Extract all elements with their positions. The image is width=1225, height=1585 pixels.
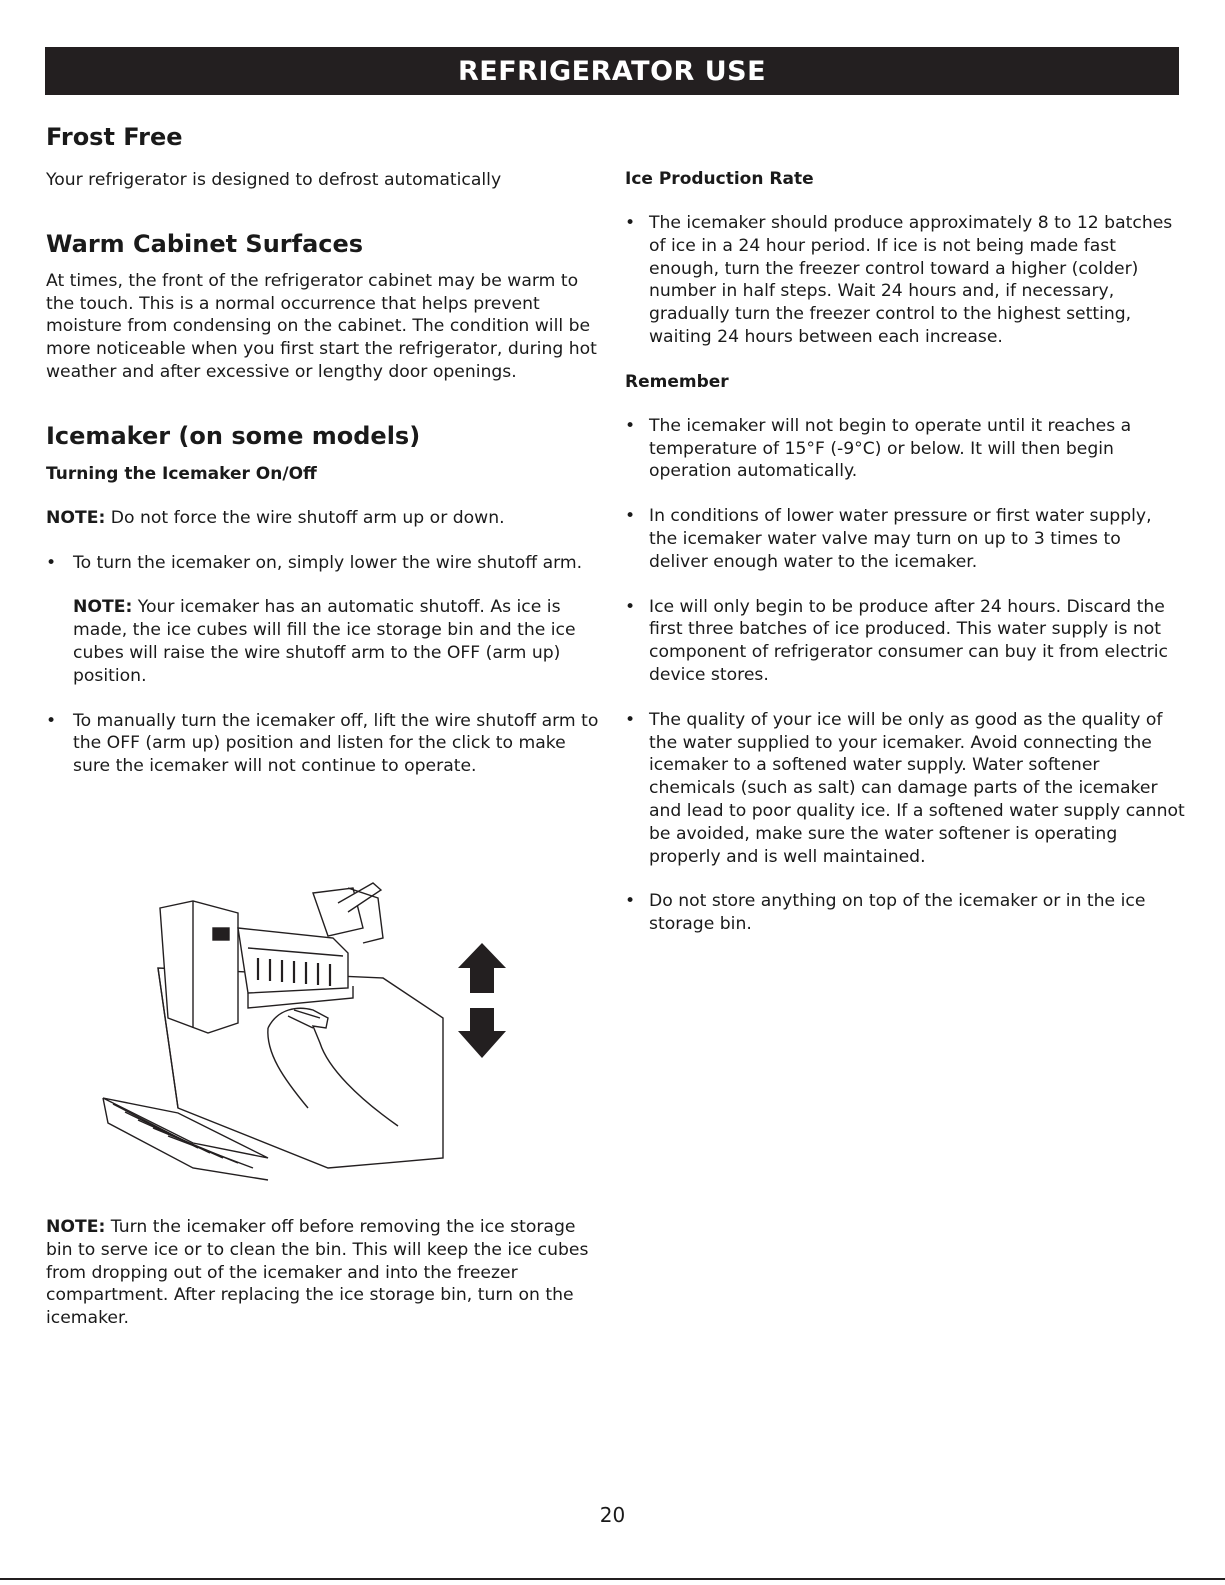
right-column: [625, 168, 1185, 936]
warm-cabinet-text: At times, the front of the refrigerator cabinet may be warm to the touch. This is a normal occurrence that helps prevent moisture from condensing on the cabinet. The condition will be more noticeable when you first start the refrigerator, during hot weather and after excessive or lengthy door openings.: [46, 270, 597, 382]
list-item: [625, 709, 1185, 869]
bullet-icon: •: [625, 213, 636, 233]
list-item: [625, 505, 1185, 573]
bullet-icon: •: [625, 596, 636, 617]
frost-free-text: Your refrigerator is designed to defrost automatically: [46, 170, 502, 190]
list-item-text: The quality of your ice will be only as good as the quality of the water supplied to your icemaker. Avoid connecting the icemaker to a softened water supply. Water softener chemicals (such as salt) can damage parts of the icemaker and lead to poor quality ice. If a softened water supply cannot be avoided, make sure the water softener is operating properly and is well maintained.: [649, 709, 1185, 867]
list-item-text: Ice will only begin to be produce after 24 hours. Discard the first three batches of ice produced. This water supply is not component of refrigerator consumer can buy it from electric device stores.: [649, 596, 1168, 685]
section-title: REFRIGERATOR USE: [457, 55, 767, 87]
list-item: [625, 596, 1185, 687]
icemaker-illustration: [98, 868, 528, 1204]
bullet-icon: •: [46, 710, 57, 731]
note-text: Do not force the wire shutoff arm up or down.: [105, 507, 505, 528]
list-item-text: To turn the icemaker on, simply lower the wire shutoff arm.: [73, 552, 583, 573]
note-remove-bin: [46, 1216, 591, 1330]
bullet-icon: •: [625, 709, 636, 730]
list-item: [46, 710, 602, 778]
remember-heading: Remember: [625, 371, 729, 392]
arrow-up-icon: [458, 943, 506, 993]
list-item: [625, 415, 1185, 483]
note-wire-arm: [46, 507, 602, 530]
icemaker-subheading: Turning the Icemaker On/Off: [46, 463, 317, 484]
frost-free-heading: Frost Free: [46, 123, 183, 151]
bullet-icon: •: [625, 506, 636, 527]
note-auto-shutoff: [46, 596, 602, 687]
list-item: [625, 212, 1185, 349]
arrow-down-icon: [458, 1008, 506, 1058]
icemaker-housing-icon: [160, 883, 383, 1033]
note-label: NOTE:: [46, 1217, 106, 1237]
note-text: Turn the icemaker off before removing the ice storage bin to serve ice or to clean the bin. This will keep the ice cubes from dropping out of the icemaker and into the freezer compartment. After replacing the ice storage bin, turn on the icemaker.: [46, 1217, 589, 1329]
icemaker-heading: Icemaker (on some models): [46, 421, 421, 450]
note-label: NOTE:: [46, 507, 106, 528]
bullet-icon: •: [46, 552, 57, 573]
note-text: Your icemaker has an automatic shutoff. As ice is made, the ice cubes will fill the ice storage bin and the ice cubes will raise the wire shutoff arm to the OFF (arm up) position.: [73, 597, 576, 686]
list-item-text: To manually turn the icemaker off, lift the wire shutoff arm to the OFF (arm up) position and listen for the click to make sure the icemaker will not continue to operate.: [73, 710, 599, 777]
page-number: 20: [599, 1503, 626, 1527]
list-item-text: In conditions of lower water pressure or first water supply, the icemaker water valve may turn on up to 3 times to deliver enough water to the icemaker.: [649, 506, 1152, 572]
footer-divider: [0, 1578, 1225, 1580]
bullet-icon: •: [625, 891, 636, 912]
list-item: [625, 890, 1185, 936]
hand-icon: [268, 1008, 398, 1126]
list-item-text: The icemaker will not begin to operate until it reaches a temperature of 15°F (-9°C) or below. It will then begin operation automatically.: [649, 415, 1132, 482]
warm-cabinet-heading: Warm Cabinet Surfaces: [46, 229, 364, 258]
list-item-text: The icemaker should produce approximately 8 to 12 batches of ice in a 24 hour period. If ice is not being made fast enough, turn the freezer control toward a higher (colder) number in half steps. Wait 24 hours and, if necessary, gradually turn the freezer control to the highest setting, waiting 24 hours between each increase.: [649, 213, 1173, 347]
section-banner: [45, 47, 1179, 95]
bullet-icon: •: [625, 415, 636, 436]
left-column: [46, 122, 602, 778]
ice-production-heading: Ice Production Rate: [625, 169, 814, 189]
list-item-text: Do not store anything on top of the icemaker or in the ice storage bin.: [649, 891, 1146, 935]
up-down-arrows-icon: [458, 943, 506, 1058]
list-item: [46, 552, 602, 575]
note-label: NOTE:: [73, 597, 133, 618]
